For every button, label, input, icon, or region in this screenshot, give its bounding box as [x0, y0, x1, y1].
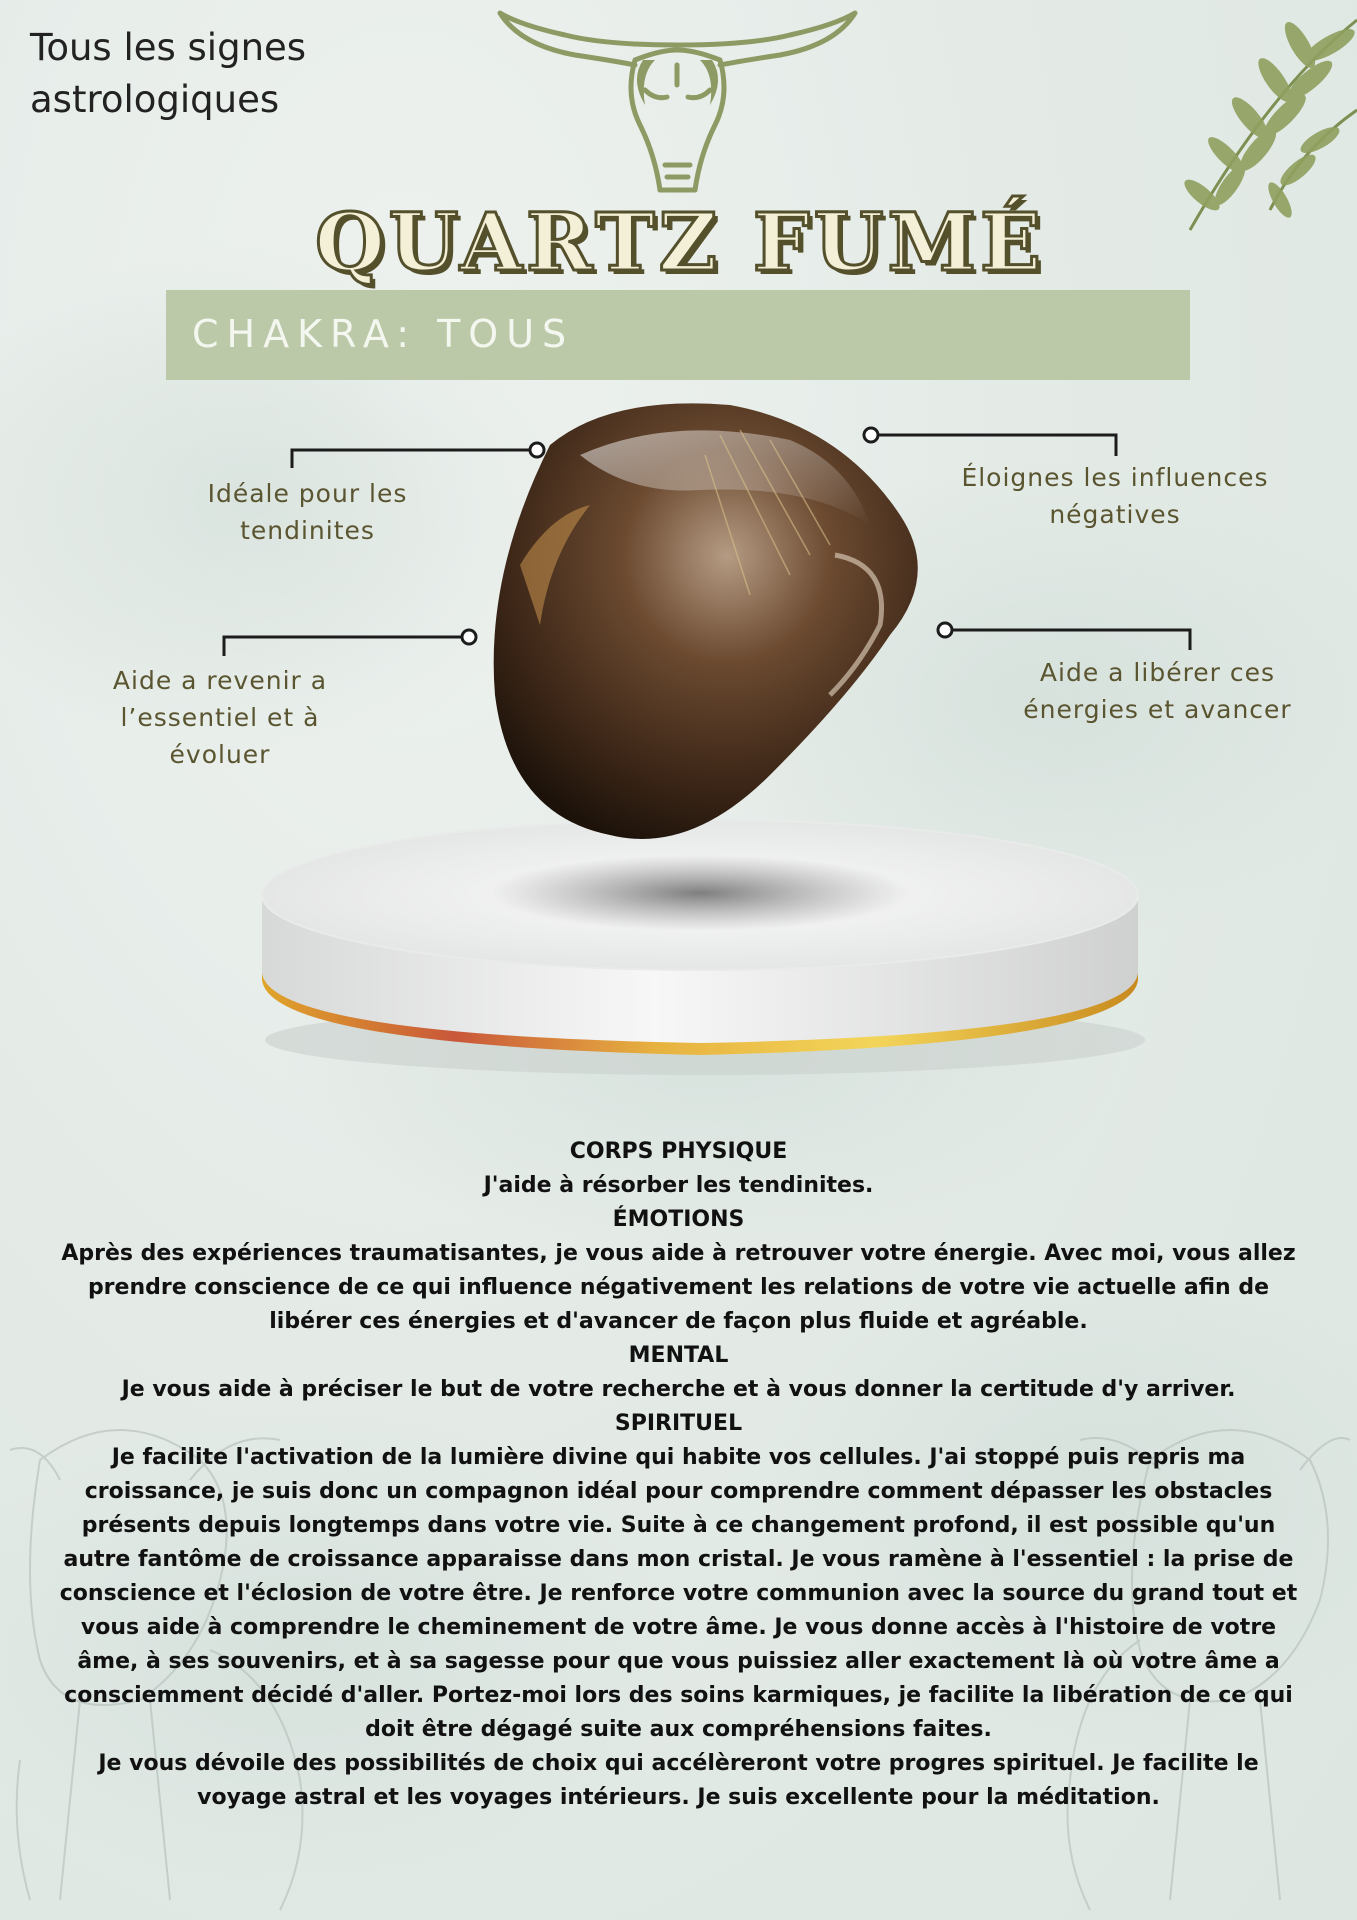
section-paragraph: Après des expériences traumatisantes, je vous aide à retrouver votre énergie. Avec moi, vous allez prendre conscience de ce qui influence négativement les relations de votre vie actuelle afin de libérer ces énergies et d'avancer de façon plus fluide et agréable.	[61, 1241, 1296, 1334]
section-paragraph: Je facilite l'activation de la lumière divine qui habite vos cellules. J'ai stoppé puis repris ma croissance, je suis donc un compagnon idéal pour comprendre comment dépasser les obstacles présents depuis longtemps dans votre vie. Suite à ce changement profond, il est possible qu'un autre fantôme de croissance apparaisse dans mon cristal. Je vous ramène à l'essentiel : la prise de conscience et l'éclosion de votre être. Je renforce votre communion avec la source du grand tout et vous aide à comprendre le cheminement de votre âme. Je vous donne accès à l'histoire de votre âme, à ses souvenirs, et à sa sagesse pour que vous puissiez aller exactement là où votre âme a consciemment décidé d'aller. Portez-moi lors des soins karmiques, je facilite la libération de ce qui doit être dégagé suite aux compréhensions faites.	[59, 1445, 1298, 1742]
page-title: QUARTZ FUMÉ	[314, 195, 1045, 289]
section-paragraph: Je vous dévoile des possibilités de choix qui accélèreront votre progres spirituel. Je facilite le voyage astral et les voyages intérieurs. Je suis excellente pour la méditation.	[98, 1751, 1259, 1810]
callout-release-energies: Aide a libérer ces énergies et avancer	[1023, 658, 1292, 724]
section-heading: ÉMOTIONS	[612, 1207, 745, 1232]
section-heading: CORPS PHYSIQUE	[569, 1139, 788, 1164]
section-paragraph: Je vous aide à préciser le but de votre recherche et à vous donner la certitude d'y arriver.	[121, 1377, 1236, 1402]
callout-tendinitis: Idéale pour les tendinites	[207, 479, 408, 545]
section-heading: MENTAL	[628, 1343, 729, 1368]
chakra-label: CHAKRA: TOUS	[192, 312, 575, 356]
section-heading: SPIRITUEL	[614, 1411, 743, 1436]
section-paragraph: J'aide à résorber les tendinites.	[483, 1173, 874, 1198]
callout-negative-influences: Éloignes les influences négatives	[961, 463, 1269, 529]
callout-essential: Aide a revenir a l’essentiel et à évoluer	[112, 666, 328, 769]
stone-description	[55, 1135, 1302, 1815]
signs-caption: Tous les signes astrologiques	[30, 26, 307, 121]
